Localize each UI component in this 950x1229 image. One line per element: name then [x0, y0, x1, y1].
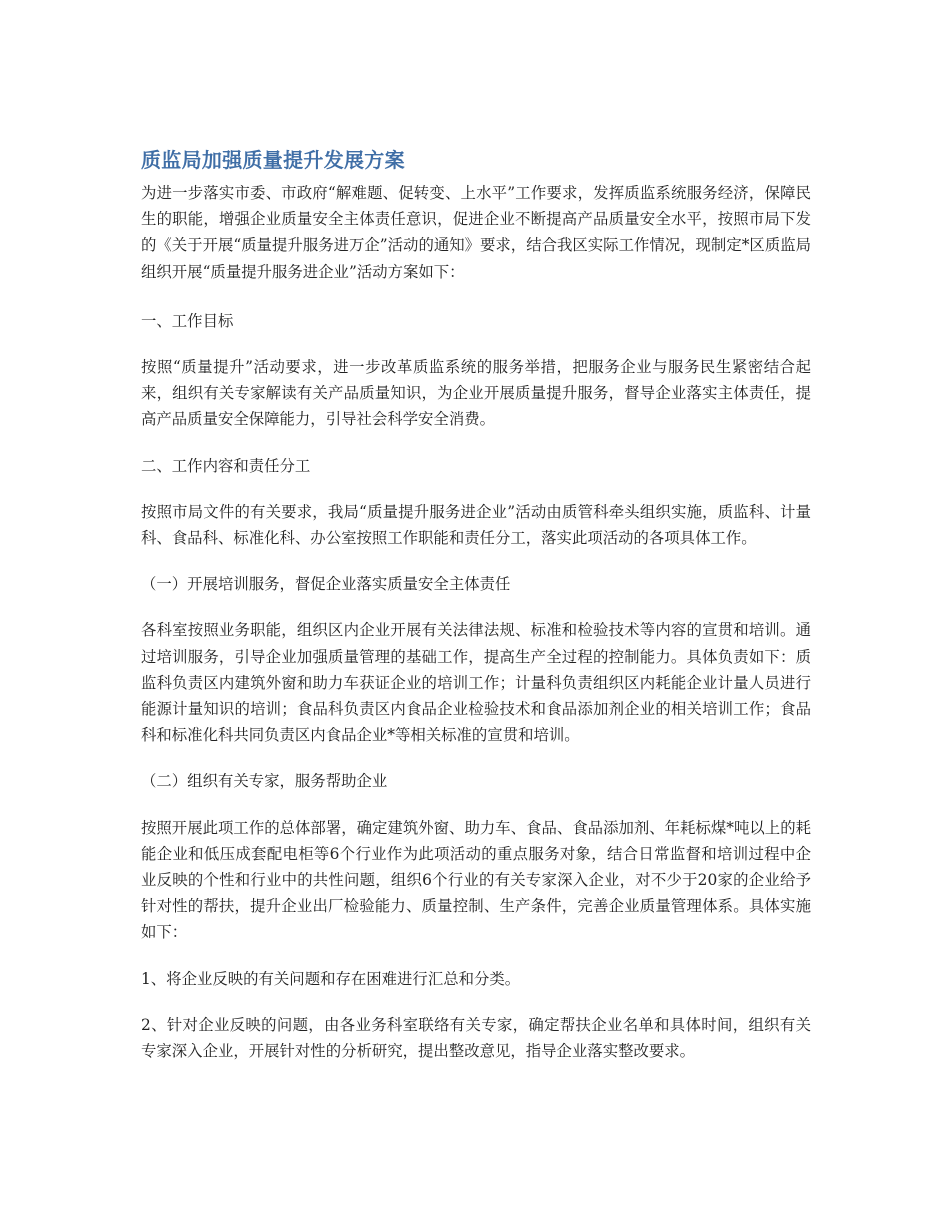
- section-heading-content: 二、工作内容和责任分工: [141, 456, 311, 475]
- document-title: 质监局加强质量提升发展方案: [141, 148, 405, 172]
- document-page: [141, 146, 811, 1084]
- list-item-1: 1、将企业反映的有关问题和存在困难进行汇总和分类。: [141, 969, 521, 988]
- section-body-goals: 按照“质量提升”活动要求，进一步改革质监系统的服务举措，把服务企业与服务民生紧密结合起来，组织有关专家解读有关产品质量知识，为企业开展质量提升服务，督导企业落实主体责任，提高产品质量安全保障能力，引导社会科学安全消费。: [141, 358, 811, 429]
- subsection-heading-training: （一）开展培训服务，督促企业落实质量安全主体责任: [141, 575, 511, 594]
- section-heading-goals: 一、工作目标: [141, 311, 234, 330]
- subsection-body-training: 各科室按照业务职能，组织区内企业开展有关法律法规、标准和检验技术等内容的宣贯和培训。通过培训服务，引导企业加强质量管理的基础工作，提高生产全过程的控制能力。具体负责如下：质监科负责区内建筑外窗和助力车获证企业的培训工作；计量科负责组织区内耗能企业计量人员进行能源计量知识的培训；食品科负责区内食品企业检验技术和食品添加剂企业的相关培训工作；食品科和标准化科共同负责区内食品企业*等相关标准的宣贯和培训。: [141, 621, 811, 745]
- subsection-body-experts: 按照开展此项工作的总体部署，确定建筑外窗、助力车、食品、食品添加剂、年耗标煤*吨以上的耗能企业和低压成套配电柜等6个行业作为此项活动的重点服务对象，结合日常监督和培训过程中企业反映的个性和行业中的共性问题，组织6个行业的有关专家深入企业，对不少于20家的企业给予针对性的帮扶，提升企业出厂检验能力、质量控制、生产条件，完善企业质量管理体系。具体实施如下：: [141, 818, 811, 942]
- section-body-content: 按照市局文件的有关要求，我局“质量提升服务进企业”活动由质管科牵头组织实施，质监科、计量科、食品科、标准化科、办公室按照工作职能和责任分工，落实此项活动的各项具体工作。: [141, 502, 811, 548]
- list-item-2: 2、针对企业反映的问题，由各业务科室联络有关专家，确定帮扶企业名单和具体时间，组织有关专家深入企业，开展针对性的分析研究，提出整改意见，指导企业落实整改要求。: [141, 1015, 811, 1061]
- subsection-heading-experts: （二）组织有关专家，服务帮助企业: [141, 772, 388, 791]
- intro-paragraph: 为进一步落实市委、市政府“解难题、促转变、上水平”工作要求，发挥质监系统服务经济，保障民生的职能，增强企业质量安全主体责任意识，促进企业不断提高产品质量安全水平，按照市局下发的《关于开展“质量提升服务进万企”活动的通知》要求，结合我区实际工作情况，现制定*区质监局组织开展“质量提升服务进企业”活动方案如下：: [141, 184, 811, 281]
